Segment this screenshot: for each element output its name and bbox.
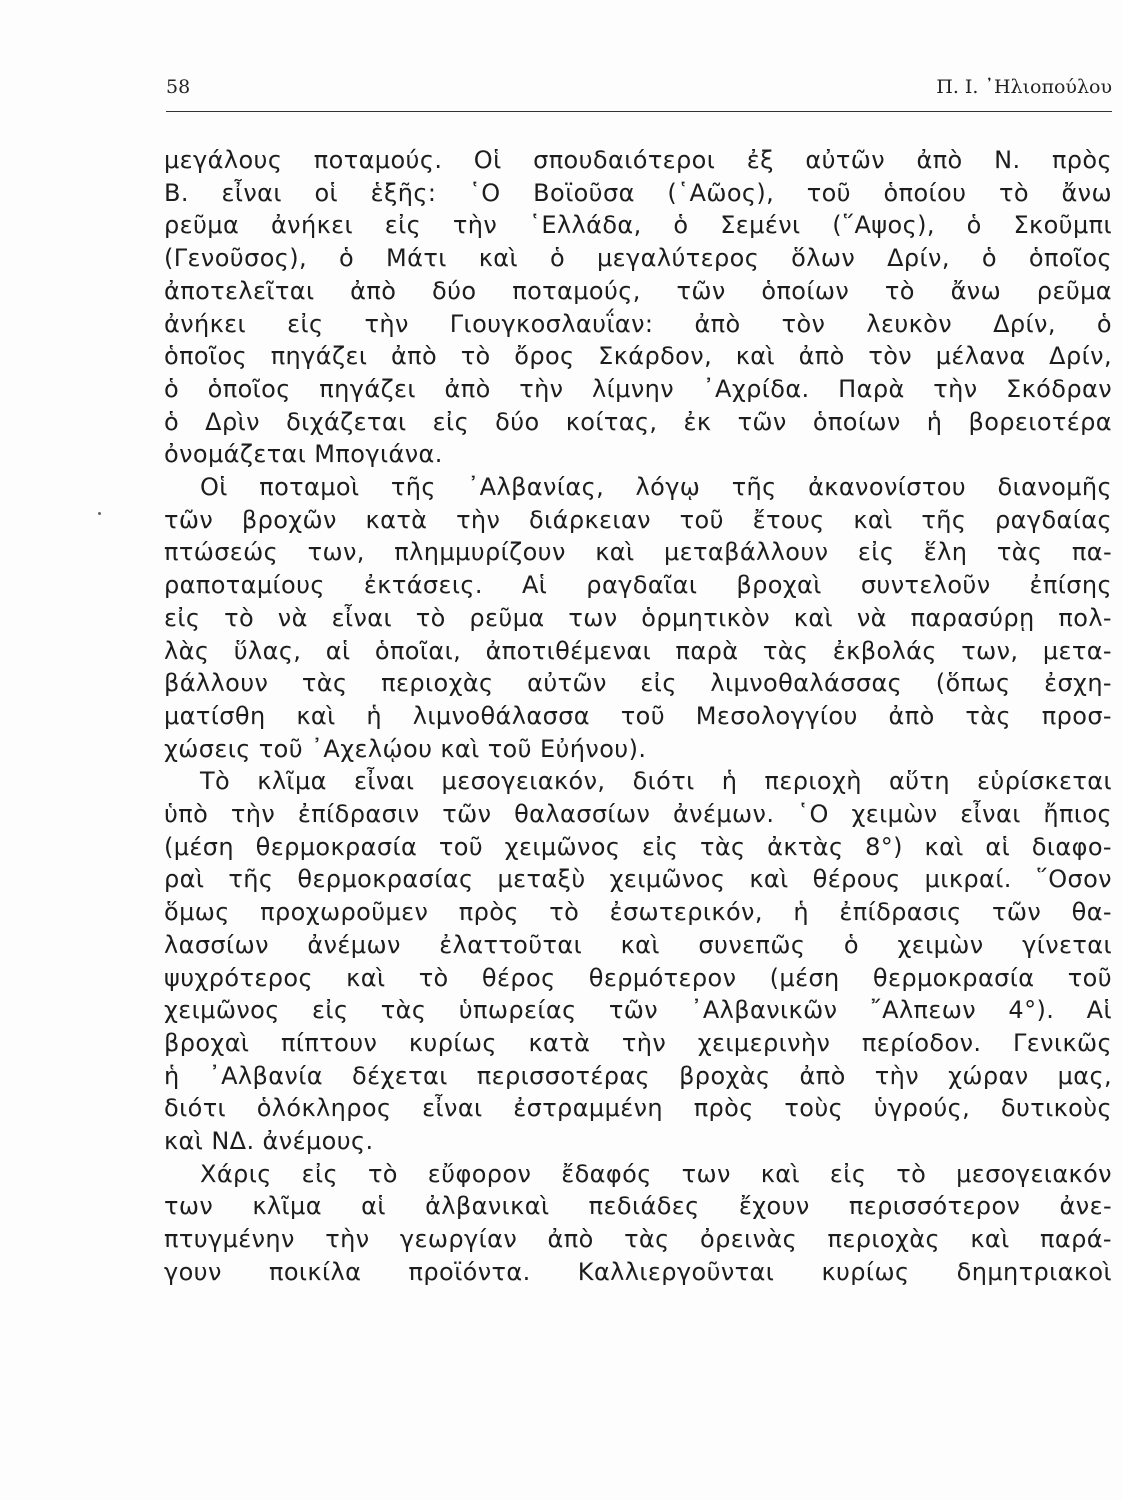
text-line: ματίσθη καὶ ἡ λιμνοθάλασσα τοῦ Μεσολογγίου ἀπὸ τὰς προσ-	[164, 701, 1112, 730]
text-line: εἰς τὸ νὰ εἶναι τὸ ρεῦμα των ὁρμητικὸν καὶ νὰ παρασύρῃ πολ-	[164, 603, 1112, 632]
text-line: καὶ ΝΔ. ἀνέμους.	[164, 1127, 374, 1155]
page-header	[166, 76, 1112, 106]
text-line: Τὸ κλῖμα εἶναι μεσογειακόν, διότι ἡ περιοχὴ αὕτη εὑρίσκεται	[200, 767, 1112, 796]
text-line: γουν ποικίλα προϊόντα. Καλλιεργοῦνται κυρίως δημητριακοὶ	[164, 1257, 1112, 1286]
text-line: μεγάλους ποταμούς. Οἱ σπουδαιότεροι ἐξ αὐτῶν ἀπὸ Ν. πρὸς	[164, 146, 1112, 174]
text-line: ραὶ τῆς θερμοκρασίας μεταξὺ χειμῶνος καὶ θέρους μικραί. ῞Οσον	[164, 865, 1112, 894]
text-line: ἀποτελεῖται ἀπὸ δύο ποταμούς, τῶν ὁποίων τὸ ἄνω ρεῦμα	[164, 276, 1112, 305]
text-line: βροχαὶ πίπτουν κυρίως κατὰ τὴν χειμερινὴν περίοδον. Γενικῶς	[164, 1028, 1112, 1057]
text-line: ὀνομάζεται Μπογιάνα.	[164, 440, 443, 469]
text-line: πτυγμένην τὴν γεωργίαν ἀπὸ τὰς ὀρεινὰς περιοχὰς καὶ παρά-	[164, 1225, 1112, 1254]
text-line: Β. εἶναι οἱ ἑξῆς: ῾Ο Βοϊοῦσα (῾Αῶος), τοῦ ὁποίου τὸ ἄνω	[164, 178, 1112, 207]
text-line: τῶν βροχῶν κατὰ τὴν διάρκειαν τοῦ ἔτους καὶ τῆς ραγδαίας	[164, 505, 1112, 534]
text-line: λασσίων ἀνέμων ἐλαττοῦται καὶ συνεπῶς ὁ χειμὼν γίνεται	[164, 930, 1112, 959]
text-line: βάλλουν τὰς περιοχὰς αὐτῶν εἰς λιμνοθαλάσσας (ὅπως ἐσχη-	[164, 669, 1112, 698]
margin-speck	[98, 512, 101, 515]
text-line: Χάρις εἰς τὸ εὔφορον ἔδαφός των καὶ εἰς τὸ μεσογειακόν	[200, 1159, 1112, 1188]
text-line: ραποταμίους ἐκτάσεις. Αἱ ραγδαῖαι βροχαὶ συντελοῦν ἐπίσης	[164, 571, 1112, 600]
text-line: των κλῖμα αἱ ἀλβανικαὶ πεδιάδες ἔχουν περισσότερον ἀνε-	[164, 1192, 1112, 1221]
text-line: ἡ ᾿Αλβανία δέχεται περισσοτέρας βροχὰς ἀπὸ τὴν χώραν μας,	[164, 1061, 1112, 1090]
text-line: διότι ὁλόκληρος εἶναι ἐστραμμένη πρὸς τοὺς ὑγρούς, δυτικοὺς	[164, 1094, 1112, 1123]
text-line: ὅμως προχωροῦμεν πρὸς τὸ ἐσωτερικόν, ἡ ἐπίδρασις τῶν θα-	[164, 898, 1112, 927]
running-head: Π. Ι. ᾿Ηλιοπούλου	[936, 76, 1112, 98]
text-line: πτώσεώς των, πλημμυρίζουν καὶ μεταβάλλουν εἰς ἕλη τὰς πα-	[164, 538, 1112, 567]
page-number: 58	[166, 76, 191, 98]
text-line: ὁ ὁποῖος πηγάζει ἀπὸ τὴν λίμνην ᾿Αχρίδα. Παρὰ τὴν Σκόδραν	[164, 374, 1112, 403]
header-rule	[166, 111, 1112, 112]
text-line: ὑπὸ τὴν ἐπίδρασιν τῶν θαλασσίων ἀνέμων. ῾Ο χειμὼν εἶναι ἤπιος	[164, 800, 1112, 828]
text-line: Οἱ ποταμοὶ τῆς ᾿Αλβανίας, λόγῳ τῆς ἀκανονίστου διανομῆς	[200, 473, 1112, 501]
text-line: ὁποῖος πηγάζει ἀπὸ τὸ ὄρος Σκάρδον, καὶ ἀπὸ τὸν μέλανα Δρίν,	[164, 342, 1112, 371]
text-line: (μέση θερμοκρασία τοῦ χειμῶνος εἰς τὰς ἀκτὰς 8°) καὶ αἱ διαφο-	[164, 832, 1112, 861]
text-line: λὰς ὕλας, αἱ ὁποῖαι, ἀποτιθέμεναι παρὰ τὰς ἐκβολάς των, μετα-	[164, 636, 1112, 665]
text-line: ψυχρότερος καὶ τὸ θέρος θερμότερον (μέση θερμοκρασία τοῦ	[164, 963, 1112, 992]
text-line: ρεῦμα ἀνήκει εἰς τὴν ῾Ελλάδα, ὁ Σεμένι (῞Αψος), ὁ Σκοῦμπι	[164, 211, 1112, 240]
text-line: ὁ Δρὶν διχάζεται εἰς δύο κοίτας, ἐκ τῶν ὁποίων ἡ βορειοτέρα	[164, 407, 1112, 436]
text-line: ἀνήκει εἰς τὴν Γιουγκοσλαυΐαν: ἀπὸ τὸν λευκὸν Δρίν, ὁ	[164, 309, 1112, 338]
text-line: χώσεις τοῦ ᾿Αχελῴου καὶ τοῦ Εὐήνου).	[164, 734, 647, 763]
text-line: (Γενοῦσος), ὁ Μάτι καὶ ὁ μεγαλύτερος ὅλων Δρίν, ὁ ὁποῖος	[164, 244, 1112, 273]
text-line: χειμῶνος εἰς τὰς ὑπωρείας τῶν ᾿Αλβανικῶν ῎Αλπεων 4°). Αἱ	[164, 996, 1112, 1025]
